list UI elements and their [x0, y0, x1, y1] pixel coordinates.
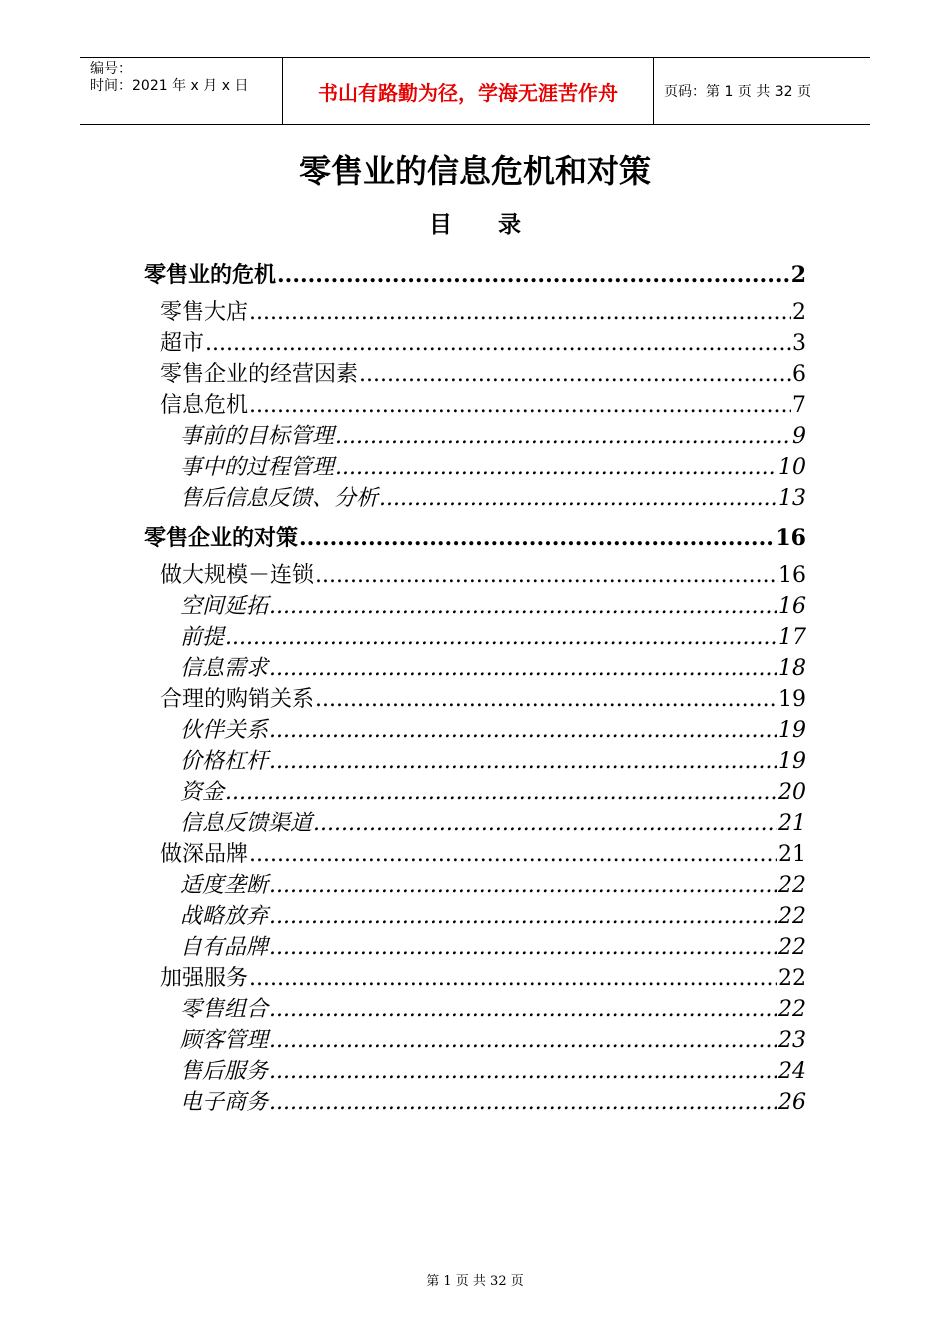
toc-entry-title: 资金	[180, 780, 225, 805]
toc-leader-dots	[269, 873, 777, 898]
toc-entry[interactable]	[140, 868, 806, 899]
toc-heading-left: 目	[429, 211, 452, 238]
toc-heading-right: 录	[498, 211, 521, 238]
toc-entry-title: 零售企业的对策	[144, 525, 299, 551]
toc-entry-page: 18	[778, 656, 806, 681]
toc-entry[interactable]	[140, 450, 806, 481]
toc-entry-page: 16	[775, 525, 806, 551]
toc-entry-title: 售后服务	[180, 1059, 269, 1084]
toc-entry[interactable]	[140, 651, 806, 682]
toc-leader-dots	[315, 563, 777, 588]
header-page-info: 页码：第 1 页 共 32 页	[664, 84, 811, 100]
toc-entry-title: 合理的购销关系	[160, 687, 315, 712]
toc-entry[interactable]	[140, 388, 806, 419]
toc-entry-page: 16	[778, 594, 806, 619]
toc-leader-dots	[269, 1028, 777, 1053]
toc-leader-dots	[299, 525, 774, 551]
date-label: 时间：2021 年 x 月 x 日	[90, 78, 249, 94]
toc-entry-title: 零售业的危机	[144, 262, 277, 288]
toc-entry[interactable]	[140, 558, 806, 589]
toc-entry[interactable]	[140, 357, 806, 388]
toc-entry-title: 售后信息反馈、分析	[180, 486, 379, 511]
toc-entry-title: 事中的过程管理	[180, 455, 335, 480]
toc-leader-dots	[269, 935, 777, 960]
toc-leader-dots	[269, 656, 777, 681]
toc-entry-title: 价格杠杆	[180, 749, 269, 774]
toc-entry-page: 22	[778, 935, 806, 960]
toc-entry-page: 21	[778, 842, 806, 867]
page-footer: 第 1 页 共 32 页	[426, 1274, 524, 1289]
toc-entry-page: 9	[792, 424, 806, 449]
toc-leader-dots	[335, 424, 791, 449]
toc-entry-title: 信息反馈渠道	[180, 811, 313, 836]
toc-leader-dots	[335, 455, 777, 480]
toc-entry-page: 16	[778, 563, 806, 588]
toc-entry[interactable]	[140, 326, 806, 357]
toc-leader-dots	[249, 842, 777, 867]
toc-entry[interactable]	[140, 961, 806, 992]
header-motto: 书山有路勤为径，学海无涯苦作舟	[282, 58, 654, 124]
toc-entry-page: 10	[778, 455, 806, 480]
toc-entry[interactable]	[140, 806, 806, 837]
toc-entry[interactable]	[140, 258, 806, 295]
toc-entry-page: 22	[778, 997, 806, 1022]
toc-entry[interactable]	[140, 1085, 806, 1116]
toc-entry[interactable]	[140, 481, 806, 512]
toc-entry-page: 19	[778, 687, 806, 712]
toc-entry-page: 24	[778, 1059, 806, 1084]
toc-entry-title: 做大规模－连锁	[160, 563, 315, 588]
toc-entry[interactable]	[140, 992, 806, 1023]
page-header	[80, 57, 870, 125]
toc-leader-dots	[315, 687, 777, 712]
toc-entry-title: 超市	[160, 331, 205, 356]
toc-entry-page: 20	[778, 780, 806, 805]
toc-entry[interactable]	[140, 295, 806, 326]
toc-leader-dots	[225, 780, 777, 805]
toc-entry-page: 3	[792, 331, 806, 356]
toc-entry-page: 7	[792, 393, 806, 418]
toc-leader-dots	[359, 362, 791, 387]
toc-leader-dots	[269, 1090, 777, 1115]
toc-entry-page: 26	[778, 1090, 806, 1115]
toc-entry[interactable]	[140, 1023, 806, 1054]
toc-leader-dots	[269, 997, 777, 1022]
toc-entry-page: 23	[778, 1028, 806, 1053]
toc-leader-dots	[225, 625, 777, 650]
toc-entry[interactable]	[140, 589, 806, 620]
toc-leader-dots	[205, 331, 791, 356]
toc-entry[interactable]	[140, 713, 806, 744]
toc-entry-title: 零售企业的经营因素	[160, 362, 359, 387]
toc-leader-dots	[249, 966, 777, 991]
toc-leader-dots	[269, 749, 777, 774]
toc-entry-page: 19	[778, 749, 806, 774]
toc-entry-page: 17	[778, 625, 806, 650]
toc-entry-title: 适度垄断	[180, 873, 269, 898]
toc-entry[interactable]	[140, 775, 806, 806]
toc-entry[interactable]	[140, 899, 806, 930]
toc-leader-dots	[269, 594, 777, 619]
toc-entry[interactable]	[140, 744, 806, 775]
document-title: 零售业的信息危机和对策	[298, 152, 651, 190]
toc-entry-page: 2	[792, 300, 806, 325]
toc-entry-title: 空间延拓	[180, 594, 269, 619]
toc-entry[interactable]	[140, 1054, 806, 1085]
toc-entry-title: 自有品牌	[180, 935, 269, 960]
toc-entry-title: 前提	[180, 625, 225, 650]
toc-entry-title: 电子商务	[180, 1090, 269, 1115]
toc-entry-title: 信息危机	[160, 393, 249, 418]
toc-entry[interactable]	[140, 682, 806, 713]
toc-entry-title: 零售组合	[180, 997, 269, 1022]
toc-entry-title: 顾客管理	[180, 1028, 269, 1053]
toc-entry-page: 6	[792, 362, 806, 387]
toc-entry-page: 22	[778, 873, 806, 898]
toc-entry-page: 22	[778, 904, 806, 929]
toc-leader-dots	[379, 486, 777, 511]
toc-entry-title: 信息需求	[180, 656, 269, 681]
toc-entry-page: 13	[778, 486, 806, 511]
toc-entry-title: 伙伴关系	[180, 718, 269, 743]
number-label: 编号：	[90, 61, 132, 77]
toc-entry[interactable]	[140, 620, 806, 651]
toc-leader-dots	[313, 811, 777, 836]
toc-entry[interactable]	[140, 521, 806, 558]
toc-entry-title: 战略放弃	[180, 904, 269, 929]
toc-heading	[0, 206, 950, 239]
toc-entry-page: 19	[778, 718, 806, 743]
toc-entry-page: 22	[778, 966, 806, 991]
toc-entry-title: 事前的目标管理	[180, 424, 335, 449]
toc-entry-page: 2	[790, 262, 806, 288]
toc-leader-dots	[249, 393, 791, 418]
table-of-contents	[140, 258, 806, 1116]
toc-leader-dots	[269, 718, 777, 743]
toc-entry[interactable]	[140, 930, 806, 961]
toc-entry-page: 21	[778, 811, 806, 836]
toc-entry[interactable]	[140, 419, 806, 450]
toc-leader-dots	[277, 262, 790, 288]
toc-leader-dots	[269, 1059, 777, 1084]
toc-entry-title: 做深品牌	[160, 842, 249, 867]
header-meta	[80, 58, 282, 124]
toc-leader-dots	[249, 300, 791, 325]
toc-entry-title: 零售大店	[160, 300, 249, 325]
toc-leader-dots	[269, 904, 777, 929]
toc-entry-title: 加强服务	[160, 966, 249, 991]
toc-entry[interactable]	[140, 837, 806, 868]
